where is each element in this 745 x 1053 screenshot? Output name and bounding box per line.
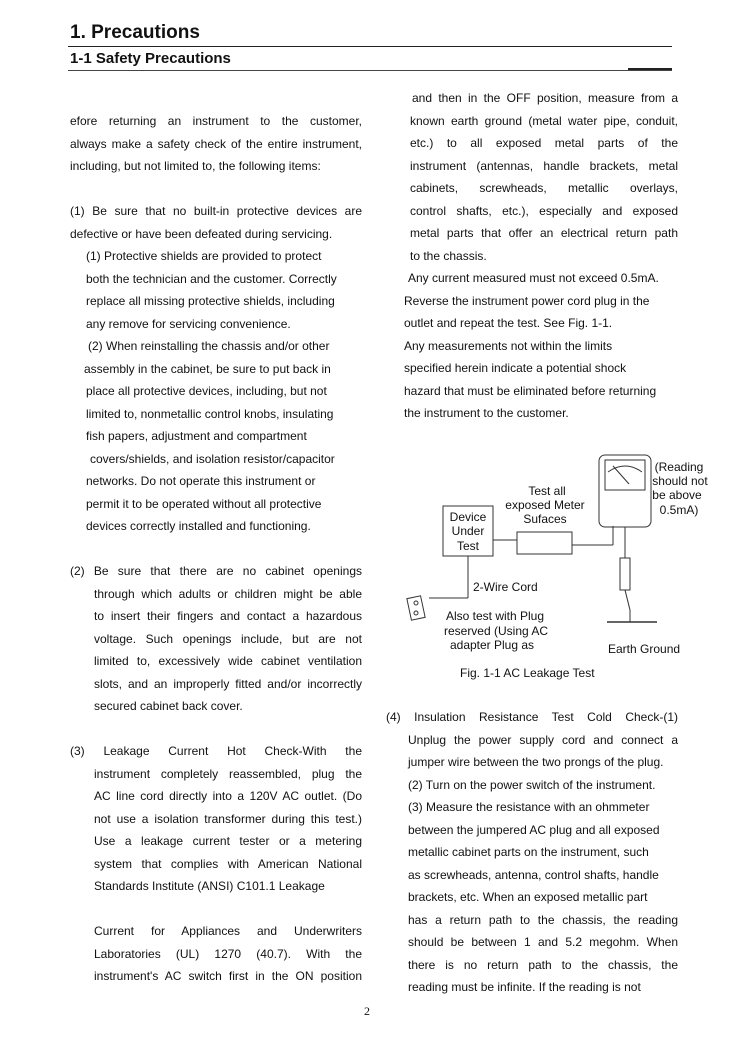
reading-label-3: be above bbox=[652, 488, 702, 502]
text-line: specified herein indicate a potential shock bbox=[404, 361, 627, 375]
device-label-2: Under bbox=[451, 524, 485, 538]
text-line: voltage. Such openings include, but are not bbox=[94, 631, 362, 646]
device-label-3: Test bbox=[456, 539, 480, 553]
left-column bbox=[70, 110, 362, 988]
text-line: there is no return path to the chassis, the bbox=[408, 957, 678, 972]
text-line: (3) Measure the resistance with an ohmmeter bbox=[408, 800, 650, 814]
text-line: Current for Appliances and Underwriters bbox=[94, 924, 362, 938]
text-line: Reverse the instrument power cord plug in the bbox=[404, 293, 650, 308]
resistor-box bbox=[517, 532, 572, 554]
text-line: brackets, etc. When an exposed metallic part bbox=[408, 890, 648, 904]
text-line: devices correctly installed and functioning. bbox=[86, 519, 311, 533]
device-label-1: Device bbox=[449, 510, 487, 524]
meter-face bbox=[605, 460, 645, 490]
text-line: jumper wire between the two prongs of the plug. bbox=[408, 755, 664, 769]
section-rule-accent bbox=[628, 68, 672, 70]
text-line: outlet and repeat the test. See Fig. 1-1. bbox=[404, 316, 613, 330]
reading-label-1: (Reading bbox=[654, 460, 704, 474]
test-label-3: Sufaces bbox=[523, 512, 567, 526]
text-line: limited to, excessively wide cabinet ventilation bbox=[94, 654, 362, 668]
paragraph-gap bbox=[70, 178, 362, 201]
text-line: etc.) to all exposed metal parts of the bbox=[410, 136, 678, 150]
text-line: Use a leakage current tester or a metering bbox=[94, 834, 362, 848]
outlet-plug bbox=[407, 596, 425, 620]
outlet-prong-2 bbox=[414, 611, 418, 615]
outlet-prong-1 bbox=[414, 601, 418, 605]
leakage-test-diagram bbox=[395, 450, 715, 690]
text-line: always make a safety check of the entire instrument, bbox=[70, 136, 362, 151]
plug-label-3: adapter Plug as bbox=[449, 638, 535, 652]
text-line: known earth ground (metal water pipe, conduit, bbox=[410, 113, 678, 128]
text-line: both the technician and the customer. Correctly bbox=[86, 271, 337, 286]
text-line: metal parts that offer an electrical return path bbox=[410, 226, 678, 240]
plug-label-1: Also test with Plug bbox=[445, 609, 545, 623]
text-line: system that complies with American National bbox=[94, 856, 362, 871]
text-line: metallic cabinet parts on the instrument, such bbox=[408, 845, 649, 859]
text-line: limited to, nonmetallic control knobs, insulating bbox=[86, 406, 334, 421]
probe-body bbox=[620, 558, 630, 590]
text-line: replace all missing protective shields, including bbox=[86, 294, 335, 308]
text-line: fish papers, adjustment and compartment bbox=[86, 429, 307, 443]
text-line: (4) Insulation Resistance Test Cold Check-(1) bbox=[386, 710, 678, 724]
text-line: instrument's AC switch first in the ON position bbox=[94, 969, 362, 983]
text-line: to the chassis. bbox=[410, 248, 487, 263]
text-line: to insert their fingers and contact a hazardous bbox=[94, 609, 362, 623]
meter-scale bbox=[608, 466, 642, 472]
text-line: control shafts, etc.), especially and exposed bbox=[410, 203, 678, 218]
text-line: Unplug the power supply cord and connect a bbox=[408, 732, 678, 747]
meter-needle bbox=[613, 466, 629, 484]
text-line: AC line cord directly into a 120V AC outlet. (Do bbox=[94, 789, 362, 803]
text-line: (2) Turn on the power switch of the instrument. bbox=[408, 777, 656, 792]
paragraph-gap bbox=[70, 718, 362, 741]
text-line: (1) Protective shields are provided to protect bbox=[86, 249, 322, 263]
heading-rule bbox=[68, 46, 672, 47]
text-line: between the jumpered AC plug and all exposed bbox=[408, 822, 660, 837]
text-line: assembly in the cabinet, be sure to put back in bbox=[84, 361, 331, 376]
text-line: reading must be infinite. If the reading is not bbox=[408, 980, 641, 994]
text-line: not use a isolation transformer during this test.) bbox=[94, 811, 362, 826]
text-line: networks. Do not operate this instrument or bbox=[86, 474, 316, 488]
page-number: 2 bbox=[364, 1004, 370, 1018]
right-column-top bbox=[386, 87, 678, 425]
text-line: the instrument to the customer. bbox=[404, 406, 569, 420]
text-line: Standards Institute (ANSI) C101.1 Leakage bbox=[94, 879, 325, 893]
page-heading: 1. Precautions bbox=[70, 22, 200, 43]
text-line: instrument (antennas, handle brackets, metal bbox=[410, 158, 678, 173]
text-line: including, but not limited to, the following items: bbox=[70, 159, 321, 173]
text-line: through which adults or children might be able bbox=[94, 586, 362, 601]
text-line: defective or have been defeated during servicing. bbox=[70, 226, 333, 241]
text-line: Any current measured must not exceed 0.5mA. bbox=[408, 271, 659, 285]
text-line: Any measurements not within the limits bbox=[404, 338, 613, 353]
paragraph-gap bbox=[70, 538, 362, 561]
ground-label: Earth Ground bbox=[608, 642, 681, 656]
text-line: covers/shields, and isolation resistor/capacitor bbox=[90, 451, 335, 466]
section-heading: 1-1 Safety Precautions bbox=[70, 50, 231, 67]
text-line: secured cabinet back cover. bbox=[94, 699, 243, 713]
text-line: (2) Be sure that there are no cabinet openings bbox=[70, 564, 362, 578]
figure-caption: Fig. 1-1 AC Leakage Test bbox=[460, 666, 595, 680]
paragraph-gap bbox=[70, 898, 362, 921]
text-line: and then in the OFF position, measure from a bbox=[412, 91, 678, 105]
text-line: any remove for servicing convenience. bbox=[86, 316, 291, 331]
text-line: permit it to be operated without all protective bbox=[86, 496, 322, 511]
right-column-bottom bbox=[386, 706, 678, 999]
text-line: hazard that must be eliminated before returning bbox=[404, 383, 657, 398]
text-line: instrument completely reassembled, plug the bbox=[94, 766, 362, 781]
text-line: cabinets, screwheads, metallic overlays, bbox=[410, 181, 678, 195]
cord-label: 2-Wire Cord bbox=[473, 580, 538, 594]
text-line: has a return path to the chassis, the reading bbox=[408, 912, 678, 927]
text-line: (2) When reinstalling the chassis and/or other bbox=[88, 339, 330, 353]
text-line: (3) Leakage Current Hot Check-With the bbox=[70, 744, 362, 758]
plug-label-2: reserved (Using AC bbox=[443, 624, 549, 638]
text-line: (1) Be sure that no built-in protective devices are bbox=[70, 204, 362, 218]
text-line: should be between 1 and 5.2 megohm. When bbox=[408, 935, 678, 949]
text-line: place all protective devices, including, but not bbox=[86, 384, 327, 398]
text-line: efore returning an instrument to the customer, bbox=[70, 114, 362, 128]
text-line: Laboratories (UL) 1270 (40.7). With the bbox=[94, 946, 362, 961]
test-label-2: exposed Meter bbox=[505, 498, 585, 512]
reading-label-4: 0.5mA) bbox=[659, 503, 699, 517]
test-label-1: Test all bbox=[528, 484, 566, 498]
probe-tip bbox=[625, 590, 630, 610]
text-line: slots, and an improperly fitted and/or incorrectly bbox=[94, 676, 362, 691]
reading-label-2: should not bbox=[652, 474, 708, 488]
section-rule bbox=[68, 70, 672, 71]
text-line: as screwheads, antenna, control shafts, handle bbox=[408, 867, 659, 882]
